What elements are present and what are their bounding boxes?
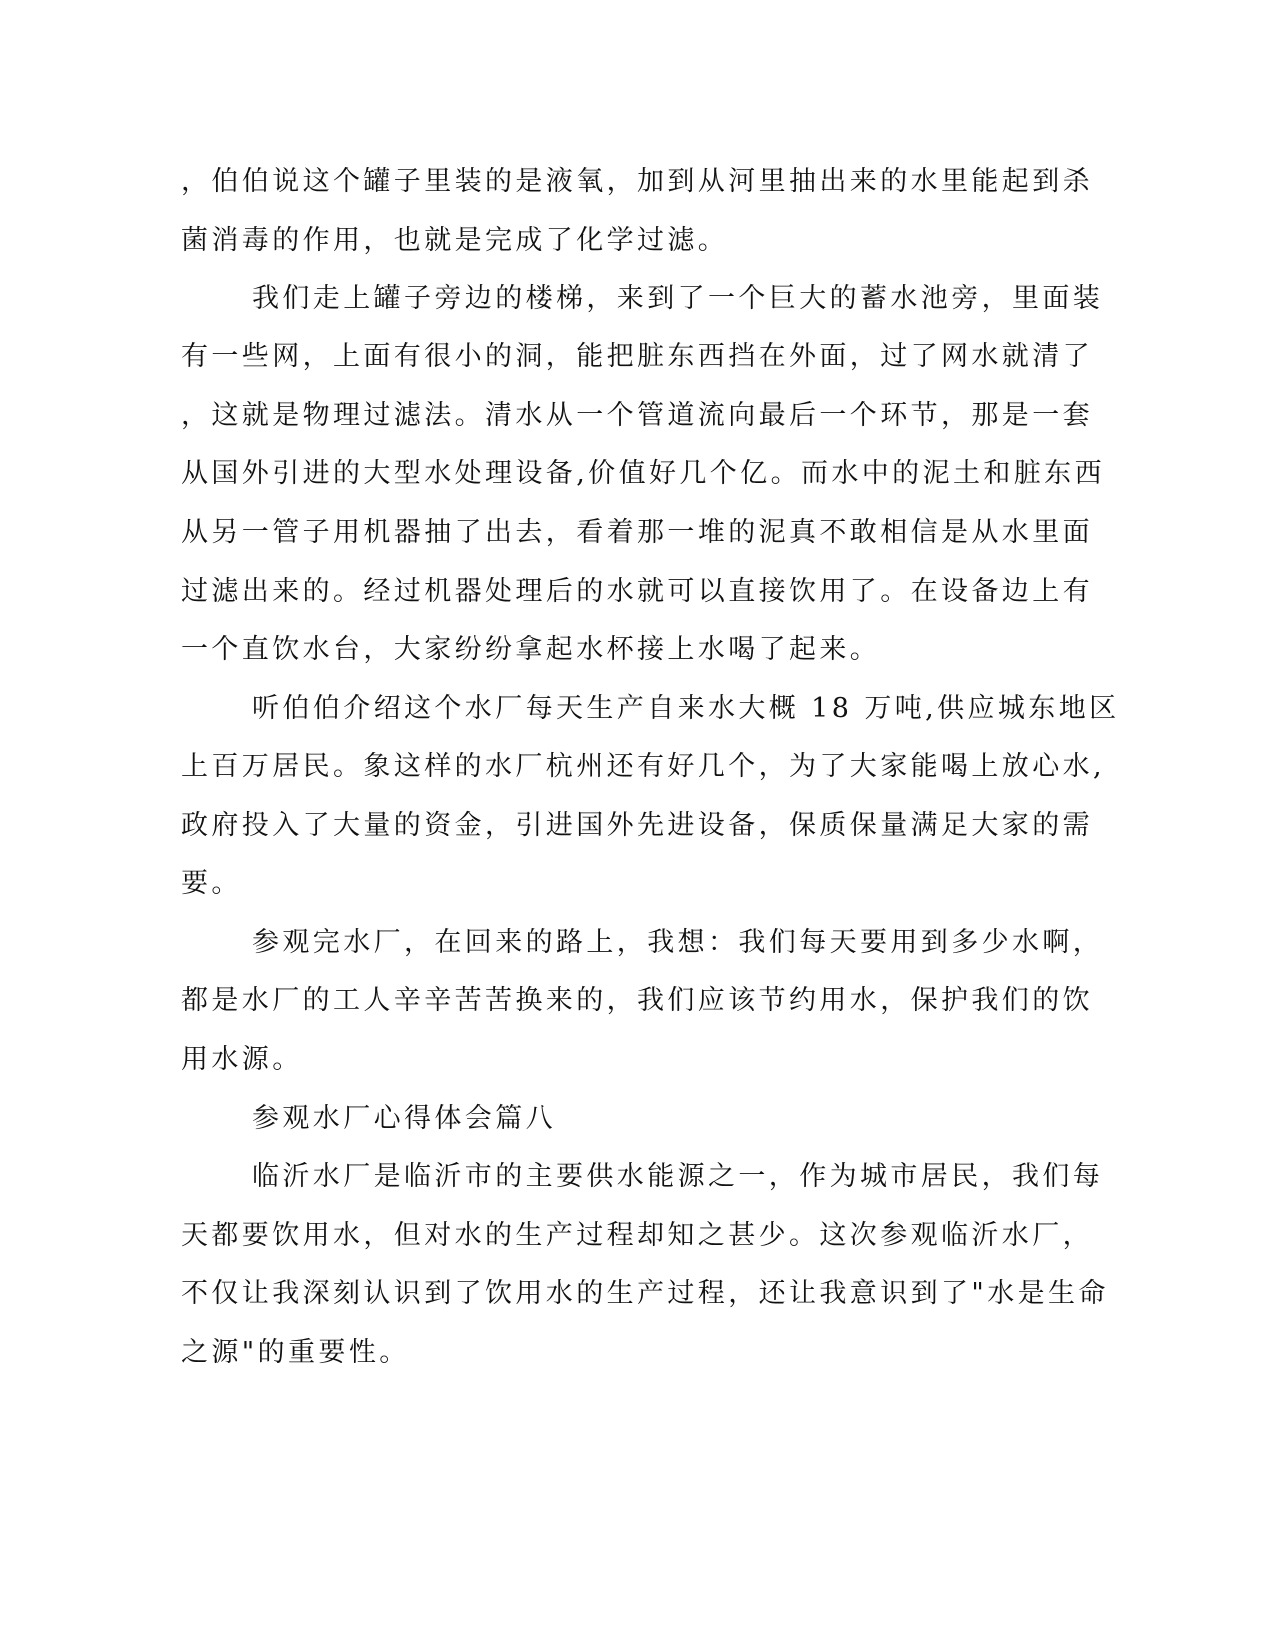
text-line: 过滤出来的。经过机器处理后的水就可以直接饮用了。在设备边上有 — [181, 576, 1093, 607]
text-line: 菌消毒的作用，也就是完成了化学过滤。 — [181, 225, 729, 256]
text-line: ，这就是物理过滤法。清水从一个管道流向最后一个环节，那是一套 — [181, 400, 1093, 431]
text-line: 有一些网，上面有很小的洞，能把脏东西挡在外面，过了网水就清了 — [181, 341, 1093, 372]
paragraph-start-line: 我们走上罐子旁边的楼梯，来到了一个巨大的蓄水池旁，里面装 — [252, 283, 1104, 314]
text-line: 上百万居民。象这样的水厂杭州还有好几个，为了大家能喝上放心水, — [181, 751, 1105, 782]
text-line: 要。 — [181, 868, 242, 899]
text-line: 用水源。 — [181, 1044, 303, 1075]
text-line: 之源"的重要性。 — [181, 1337, 410, 1368]
paragraph-start-line: 听伯伯介绍这个水厂每天生产自来水大概 18 万吨,供应城东地区 — [252, 693, 1120, 724]
text-line: 都是水厂的工人辛辛苦苦换来的，我们应该节约用水，保护我们的饮 — [181, 985, 1093, 1016]
text-line: 从另一管子用机器抽了出去，看着那一堆的泥真不敢相信是从水里面 — [181, 517, 1093, 548]
text-line: 从国外引进的大型水处理设备,价值好几个亿。而水中的泥土和脏东西 — [181, 458, 1105, 489]
text-line: 不仅让我深刻认识到了饮用水的生产过程，还让我意识到了"水是生命 — [181, 1278, 1109, 1309]
paragraph-start-line: 参观完水厂，在回来的路上，我想：我们每天要用到多少水啊， — [252, 927, 1104, 958]
section-heading: 参观水厂心得体会篇八 — [252, 1103, 556, 1134]
text-line: 天都要饮用水，但对水的生产过程却知之甚少。这次参观临沂水厂， — [181, 1220, 1093, 1251]
text-line: 政府投入了大量的资金，引进国外先进设备，保质保量满足大家的需 — [181, 810, 1093, 841]
text-line: 一个直饮水台，大家纷纷拿起水杯接上水喝了起来。 — [181, 634, 881, 665]
text-line: ，伯伯说这个罐子里装的是液氧，加到从河里抽出来的水里能起到杀 — [181, 166, 1093, 197]
paragraph-start-line: 临沂水厂是临沂市的主要供水能源之一，作为城市居民，我们每 — [252, 1161, 1104, 1192]
